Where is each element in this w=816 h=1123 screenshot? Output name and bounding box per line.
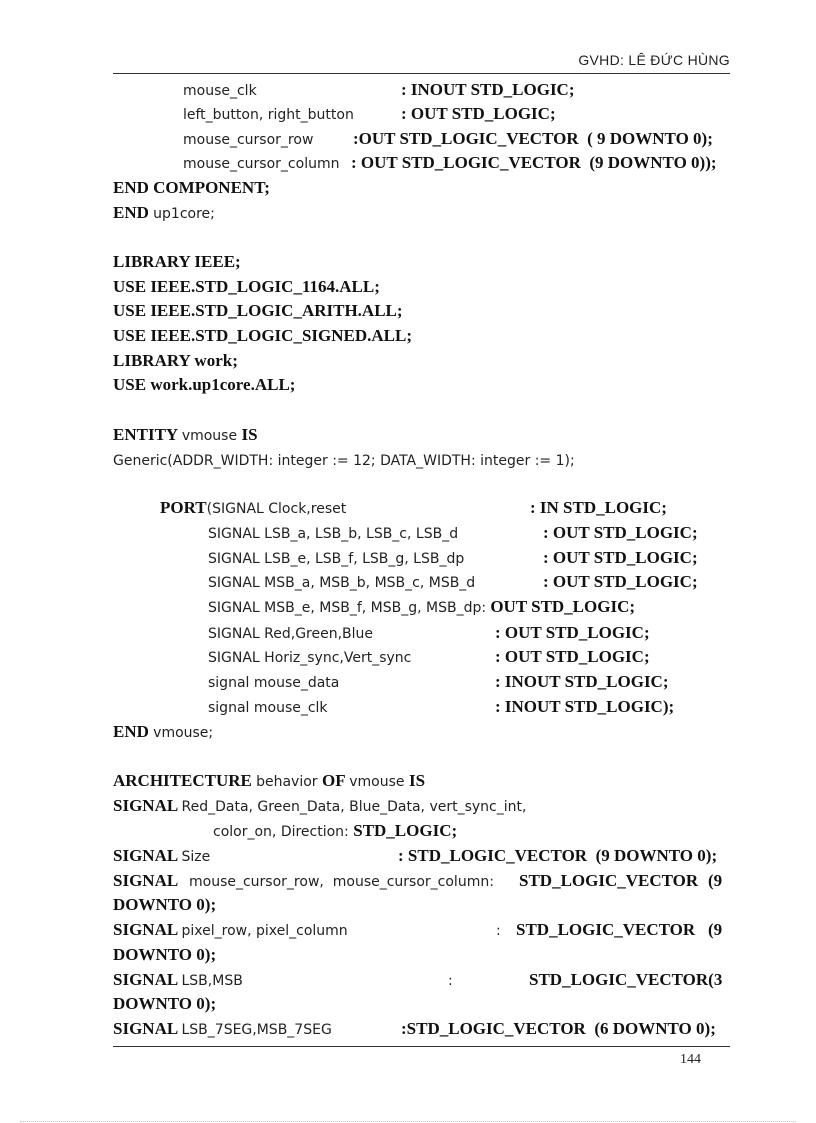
code-line: [543, 572, 698, 592]
port-name: mouse_cursor_row: [183, 132, 314, 148]
page-header-title: GVHD: LÊ ĐỨC HÙNG: [578, 52, 730, 68]
port-name: signal mouse_clk: [208, 700, 328, 716]
code-line: DOWNTO 0);: [113, 895, 217, 914]
generic-decl: Generic(ADDR_WIDTH: integer := 12; DATA_WIDTH: integer := 1);: [113, 453, 575, 469]
code-line: [495, 697, 674, 717]
code-line: [448, 970, 453, 991]
code-line: [183, 153, 339, 174]
keyword: SIGNAL: [113, 871, 179, 890]
code-line: [351, 153, 717, 173]
signal-type: :STD_LOGIC_VECTOR (6 DOWNTO 0);: [401, 1019, 716, 1038]
code-line: [213, 821, 457, 842]
code-line: [208, 572, 475, 593]
code-line: USE IEEE.STD_LOGIC_1164.ALL;: [113, 277, 380, 296]
code-line: [516, 920, 695, 940]
code-line: [113, 1019, 332, 1040]
code-line: [543, 548, 698, 568]
port-type: : INOUT STD_LOGIC;: [495, 672, 669, 691]
code-line: [495, 647, 650, 667]
port-type: : OUT STD_LOGIC_VECTOR (9 DOWNTO 0));: [351, 153, 717, 172]
code-line: [353, 129, 713, 149]
code-line: [113, 203, 215, 224]
signal-type: STD_LOGIC_VECTOR: [519, 871, 699, 890]
separator: :: [448, 973, 453, 989]
identifier: vmouse: [349, 774, 409, 790]
port-name: left_button, right_button: [183, 107, 354, 123]
code-line: [529, 970, 722, 990]
code-line: [113, 425, 258, 446]
port-type: : INOUT STD_LOGIC);: [495, 697, 675, 716]
code-line: [543, 523, 698, 543]
header-rule: [113, 73, 730, 74]
port-name: SIGNAL Red,Green,Blue: [208, 626, 374, 642]
code-line: [183, 80, 257, 101]
port-type: :OUT STD_LOGIC_VECTOR ( 9 DOWNTO 0);: [353, 129, 713, 148]
port-name: signal mouse_data: [208, 675, 340, 691]
identifier: up1core;: [153, 206, 215, 222]
identifier: behavior: [256, 774, 323, 790]
signal-list: Size: [181, 849, 211, 865]
code-line: [113, 722, 213, 743]
signal-list: mouse_cursor_row, mouse_cursor_column:: [189, 874, 494, 890]
code-line: [113, 970, 243, 991]
code-line: [495, 672, 669, 692]
code-line: [189, 871, 494, 892]
page-edge-divider: [20, 1121, 796, 1122]
port-type: : OUT STD_LOGIC;: [543, 523, 698, 542]
code-line: [708, 871, 722, 891]
port-name: mouse_clk: [183, 83, 257, 99]
code-line: [208, 647, 411, 668]
code-line: LIBRARY IEEE;: [113, 252, 241, 271]
port-name: SIGNAL MSB_e, MSB_f, MSB_g, MSB_dp:: [208, 600, 487, 616]
code-line: [519, 871, 698, 891]
signal-type: (9: [708, 871, 723, 890]
keyword: SIGNAL: [113, 796, 182, 815]
port-type: : IN STD_LOGIC;: [530, 498, 667, 517]
code-line: [113, 450, 575, 471]
code-line: [208, 597, 635, 618]
signal-type: STD_LOGIC;: [353, 821, 458, 840]
port-type: : INOUT STD_LOGIC;: [401, 80, 575, 99]
keyword: IS: [408, 771, 426, 790]
identifier: vmouse;: [153, 725, 214, 741]
signal-list: LSB_7SEG,MSB_7SEG: [181, 1022, 332, 1038]
code-line: [496, 920, 501, 941]
keyword: PORT: [160, 498, 207, 517]
port-name: (SIGNAL Clock,reset: [206, 501, 347, 517]
port-name: SIGNAL LSB_e, LSB_f, LSB_g, LSB_dp: [208, 551, 465, 567]
keyword: ARCHITECTURE: [113, 771, 257, 790]
footer-rule: [113, 1046, 730, 1047]
port-name: SIGNAL LSB_a, LSB_b, LSB_c, LSB_d: [208, 526, 459, 542]
code-line: END COMPONENT;: [113, 178, 270, 197]
keyword: END: [113, 722, 154, 741]
keyword: SIGNAL: [113, 970, 182, 989]
code-line: [708, 920, 722, 940]
code-line: DOWNTO 0);: [113, 994, 217, 1013]
code-line: [183, 104, 354, 125]
identifier: vmouse: [181, 428, 242, 444]
code-line: [113, 846, 210, 867]
code-line: [113, 796, 526, 817]
keyword: SIGNAL: [113, 1019, 182, 1038]
keyword: SIGNAL: [113, 920, 182, 939]
code-line: [160, 498, 346, 519]
signal-type: : STD_LOGIC_VECTOR (9 DOWNTO 0);: [398, 846, 718, 865]
keyword: SIGNAL: [113, 846, 182, 865]
signal-list: pixel_row, pixel_column: [181, 923, 348, 939]
keyword: IS: [241, 425, 258, 444]
port-type: : OUT STD_LOGIC;: [495, 647, 650, 666]
code-line: USE IEEE.STD_LOGIC_SIGNED.ALL;: [113, 326, 413, 345]
code-line: [113, 920, 348, 941]
separator: :: [496, 923, 501, 939]
code-line: LIBRARY work;: [113, 351, 238, 370]
code-line: [401, 104, 556, 124]
code-line: [495, 623, 650, 643]
page-number: 144: [680, 1052, 701, 1067]
port-type: : OUT STD_LOGIC;: [401, 104, 556, 123]
code-line: [208, 523, 458, 544]
signal-type: STD_LOGIC_VECTOR(3: [529, 970, 723, 989]
keyword: ENTITY: [113, 425, 182, 444]
code-line: [208, 697, 328, 718]
code-line: [530, 498, 667, 518]
port-type: : OUT STD_LOGIC;: [543, 548, 698, 567]
code-line: [401, 1019, 716, 1039]
port-name: mouse_cursor_column: [183, 156, 340, 172]
port-name: SIGNAL Horiz_sync,Vert_sync: [208, 650, 412, 666]
code-line: [208, 672, 339, 693]
port-type: : OUT STD_LOGIC;: [495, 623, 650, 642]
code-line: [208, 623, 373, 644]
port-type: : OUT STD_LOGIC;: [543, 572, 698, 591]
code-line: USE work.up1core.ALL;: [113, 375, 296, 394]
keyword: END: [113, 203, 154, 222]
signal-list: LSB,MSB: [181, 973, 243, 989]
code-line: DOWNTO 0);: [113, 945, 217, 964]
signal-type: STD_LOGIC_VECTOR: [516, 920, 696, 939]
signal-list: color_on, Direction:: [213, 824, 354, 840]
port-name: SIGNAL MSB_a, MSB_b, MSB_c, MSB_d: [208, 575, 476, 591]
code-line: [208, 548, 464, 569]
signal-list: Red_Data, Green_Data, Blue_Data, vert_sync_int,: [181, 799, 527, 815]
code-line: [398, 846, 717, 866]
keyword: OF: [322, 771, 350, 790]
signal-type: (9: [708, 920, 723, 939]
code-line: [113, 771, 425, 792]
port-type: OUT STD_LOGIC;: [486, 597, 636, 616]
code-line: USE IEEE.STD_LOGIC_ARITH.ALL;: [113, 301, 403, 320]
code-line: [113, 871, 178, 891]
code-line: [401, 80, 575, 100]
code-line: [183, 129, 313, 150]
